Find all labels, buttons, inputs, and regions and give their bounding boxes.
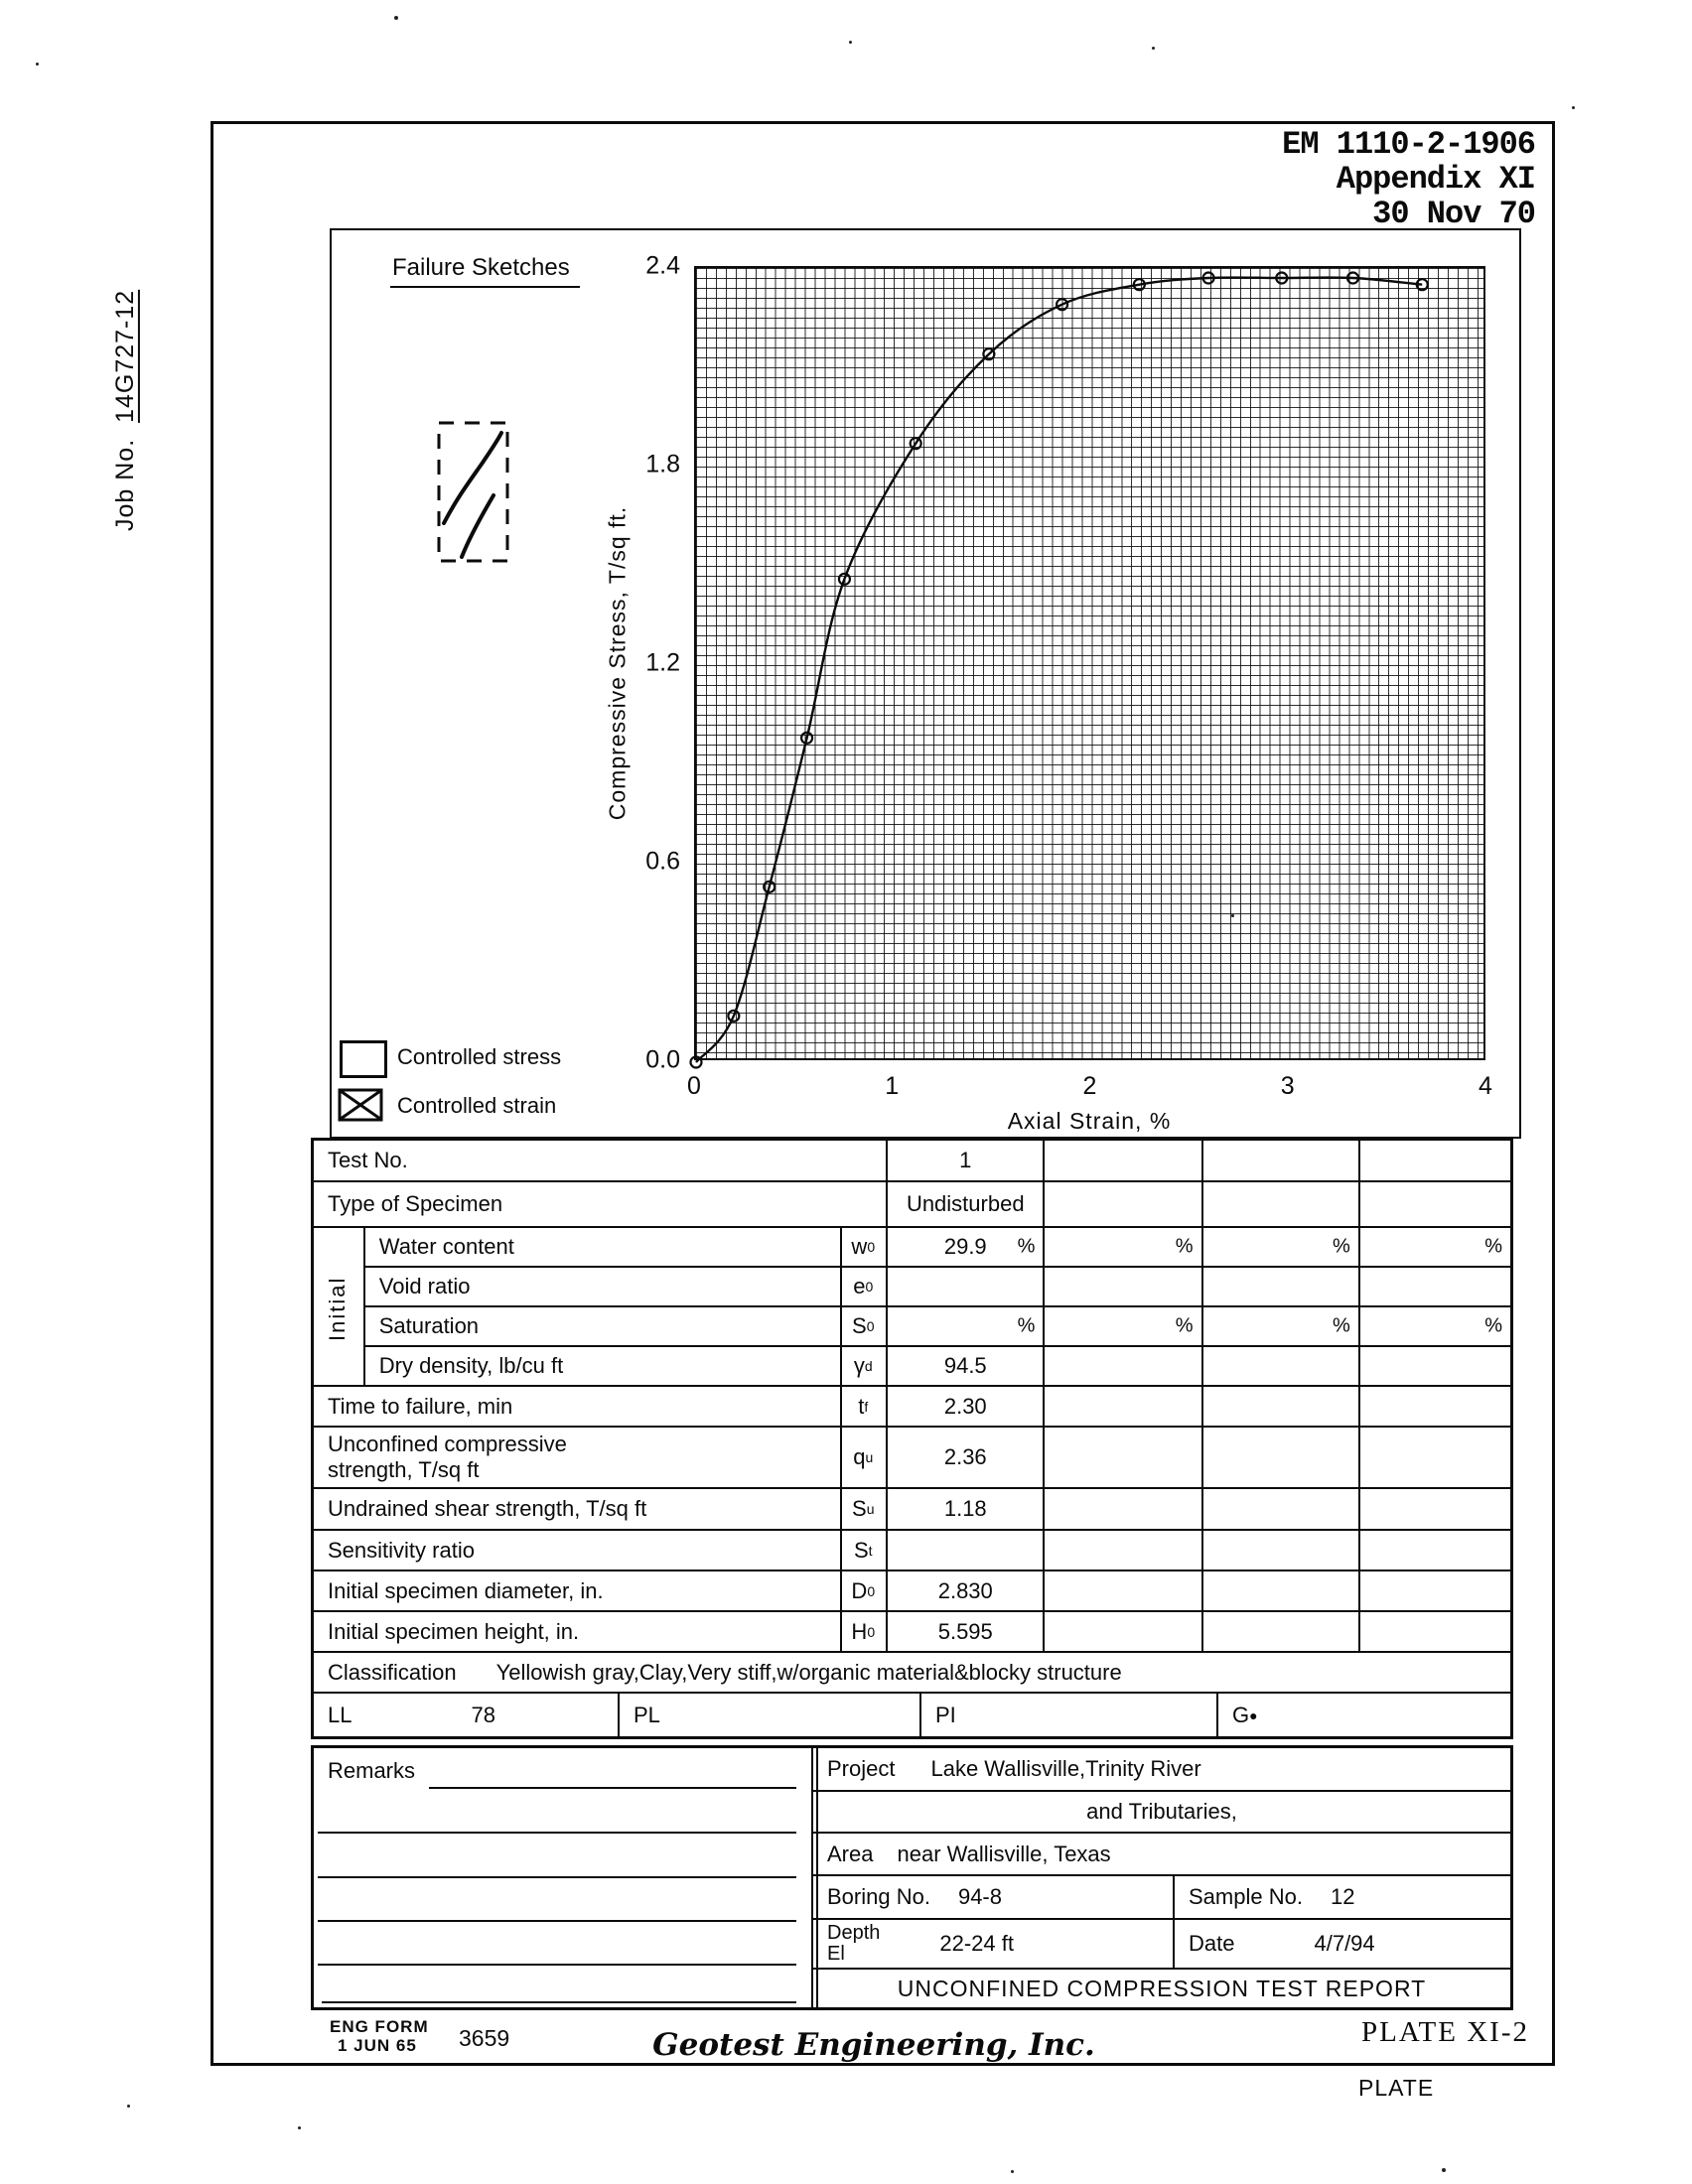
scan-speck (298, 2126, 301, 2129)
symbol-cell: e 0 (842, 1268, 888, 1307)
remarks-line (429, 1787, 796, 1789)
x-axis-title: Axial Strain, % (1007, 1108, 1172, 1134)
header-date: 30 Nov 70 (1372, 196, 1535, 232)
y-tick-label: 0.6 (645, 847, 680, 876)
controlled-stress-label: Controlled stress (397, 1044, 562, 1069)
value-cell (1045, 1531, 1202, 1571)
header-appendix: Appendix XI (1336, 161, 1535, 198)
symbol-cell: S u (842, 1489, 888, 1531)
value-cell (1203, 1387, 1360, 1428)
scan-speck (1442, 2168, 1446, 2172)
classification-value: Yellowish gray,Clay,Very stiff,w/organic material&blocky structure (495, 1659, 1122, 1685)
classification-label: Classification (328, 1659, 457, 1685)
symbol-cell: S t (842, 1531, 888, 1571)
header-manual-number: EM 1110-2-1906 (1282, 126, 1535, 163)
remarks-label: Remarks (328, 1758, 416, 1783)
table-row-test-no (314, 1141, 1510, 1182)
value-cell: % (1045, 1307, 1202, 1347)
project-box (813, 1748, 1510, 2007)
value-cell: % (1203, 1228, 1360, 1268)
boring-sample-row (813, 1876, 1510, 1920)
document-header (1282, 127, 1535, 231)
table-row-height (314, 1612, 1510, 1653)
row-label: Time to failure, min (314, 1387, 842, 1428)
company-name: Geotest Engineering, Inc. (616, 2027, 1132, 2063)
value-cell (1360, 1428, 1510, 1489)
symbol-cell: γ d (842, 1347, 888, 1387)
value-cell (1203, 1489, 1360, 1531)
value-cell (1203, 1612, 1360, 1653)
scan-speck (1231, 914, 1234, 917)
value-cell: % (1360, 1307, 1510, 1347)
value-cell (1360, 1182, 1510, 1228)
value-cell (1045, 1428, 1202, 1489)
table-row-saturation (314, 1307, 1510, 1347)
depth-date-row (813, 1920, 1510, 1970)
value-cell (1203, 1182, 1360, 1228)
y-axis-title: Compressive Stress, T/sq ft. (604, 505, 631, 821)
value-cell (1203, 1141, 1360, 1182)
value-cell: 2.830 (888, 1571, 1045, 1612)
y-tick-label: 2.4 (645, 251, 680, 280)
controlled-strain-label: Controlled strain (397, 1093, 557, 1118)
remarks-line (318, 1832, 796, 1834)
scan-speck (394, 16, 398, 20)
value-cell (1203, 1347, 1360, 1387)
x-tick-label: 1 (885, 1072, 900, 1100)
initial-group-label: Initial (325, 1276, 350, 1341)
remarks-line (318, 1876, 796, 1878)
value-cell (888, 1531, 1045, 1571)
project-label: Project (827, 1756, 896, 1781)
job-number-label: Job No. (111, 438, 139, 531)
value-cell (1045, 1268, 1202, 1307)
table-row-classification (314, 1653, 1510, 1694)
value-cell: % (1360, 1228, 1510, 1268)
value-cell (1045, 1347, 1202, 1387)
value-cell: % (1045, 1228, 1202, 1268)
value-cell (1203, 1571, 1360, 1612)
table-row-dry-density (314, 1347, 1510, 1387)
value-cell (1045, 1489, 1202, 1531)
value-cell: 1.18 (888, 1489, 1045, 1531)
symbol-cell: q u (842, 1428, 888, 1489)
depth-cell: Depth El 22-24 ft (813, 1920, 1175, 1968)
remarks-line (318, 1920, 796, 1922)
table-row-undrained-strength (314, 1489, 1510, 1531)
area-row (813, 1834, 1510, 1876)
plate-label: PLATE (1358, 2075, 1435, 2101)
row-label: Initial specimen diameter, in. (314, 1571, 842, 1612)
value-cell (1203, 1428, 1360, 1489)
report-title: UNCONFINED COMPRESSION TEST REPORT (897, 1975, 1427, 2001)
remarks-line (322, 2001, 796, 2003)
pl-cell: PL (620, 1694, 921, 1736)
eng-form-block: ENG FORM 1 JUN 65 (330, 2017, 429, 2055)
project-value-2: and Tributaries, (1086, 1799, 1237, 1824)
table-row-void-ratio (314, 1268, 1510, 1307)
row-label: Type of Specimen (314, 1182, 888, 1228)
project-row-2 (813, 1792, 1510, 1834)
symbol-cell: S 0 (842, 1307, 888, 1347)
project-value: Lake Wallisville,Trinity River (930, 1756, 1201, 1781)
value-cell (1045, 1387, 1202, 1428)
scan-speck (127, 2105, 130, 2108)
value-cell: 29.9 % (888, 1228, 1045, 1268)
scan-speck (849, 41, 852, 44)
value-cell: 5.595 (888, 1612, 1045, 1653)
row-label: Saturation (365, 1307, 843, 1347)
scan-speck (36, 63, 39, 66)
value-cell (1360, 1141, 1510, 1182)
stress-strain-curve (696, 268, 1487, 1062)
value-cell (1360, 1612, 1510, 1653)
y-tick-label: 1.2 (645, 648, 680, 677)
x-tick-label: 3 (1280, 1072, 1295, 1100)
table-row-sensitivity (314, 1531, 1510, 1571)
classification-cell (314, 1653, 1510, 1694)
plate-reference: PLATE XI-2 (1360, 2016, 1529, 2048)
double-divider-line (816, 1745, 818, 2010)
remarks-line (318, 1964, 796, 1966)
controlled-stress-checkbox-icon (340, 1040, 387, 1078)
row-label: Sensitivity ratio (314, 1531, 842, 1571)
scan-speck (1152, 47, 1155, 50)
test-results-table (311, 1138, 1513, 1739)
x-tick-label: 4 (1479, 1072, 1492, 1100)
value-cell (1045, 1612, 1202, 1653)
pi-cell: PI (921, 1694, 1218, 1736)
row-label: Void ratio (365, 1268, 843, 1307)
sample-cell: Sample No. 12 (1189, 1884, 1355, 1909)
table-row-specimen-type (314, 1182, 1510, 1228)
job-number-value: 14G727-12 (111, 289, 139, 423)
area-label: Area (827, 1841, 874, 1866)
gs-cell: G ● (1232, 1702, 1258, 1727)
symbol-cell: w 0 (842, 1228, 888, 1268)
value-cell (1360, 1387, 1510, 1428)
table-row-time-to-failure (314, 1387, 1510, 1428)
table-row-unconfined-strength (314, 1428, 1510, 1489)
row-label: Water content (365, 1228, 843, 1268)
value-cell: 94.5 (888, 1347, 1045, 1387)
y-tick-label: 1.8 (645, 450, 680, 478)
value-cell: 2.36 (888, 1428, 1045, 1489)
value-cell (1045, 1141, 1202, 1182)
row-label: Undrained shear strength, T/sq ft (314, 1489, 842, 1531)
failure-sketches-title: Failure Sketches (390, 254, 580, 288)
y-tick-label: 0.0 (645, 1045, 680, 1074)
row-label: Initial specimen height, in. (314, 1612, 842, 1653)
area-value: near Wallisville, Texas (897, 1841, 1111, 1866)
value-cell (1045, 1571, 1202, 1612)
x-tick-label: 0 (687, 1072, 701, 1100)
scan-speck (1011, 2170, 1014, 2173)
report-title-row (813, 1970, 1510, 2007)
value-cell (1203, 1268, 1360, 1307)
value-cell (888, 1268, 1045, 1307)
row-label: Dry density, lb/cu ft (365, 1347, 843, 1387)
value-cell: Undisturbed (888, 1182, 1045, 1228)
row-label: Unconfined compressive strength, T/sq ft (314, 1428, 842, 1489)
controlled-strain-checkbox-icon (338, 1088, 383, 1122)
symbol-cell: H 0 (842, 1612, 888, 1653)
table-row-water-content (314, 1228, 1510, 1268)
table-row-atterberg (314, 1694, 1510, 1736)
value-cell: % (1203, 1307, 1360, 1347)
value-cell: 1 (888, 1141, 1045, 1182)
value-cell (1203, 1531, 1360, 1571)
value-cell: % (888, 1307, 1045, 1347)
job-number (111, 223, 140, 531)
value-cell (1360, 1571, 1510, 1612)
form-number: 3659 (459, 2025, 510, 2051)
x-tick-label: 2 (1082, 1072, 1097, 1100)
boring-cell: Boring No. 94-8 (813, 1876, 1175, 1918)
value-cell (1360, 1268, 1510, 1307)
symbol-cell: D 0 (842, 1571, 888, 1612)
project-row (813, 1748, 1510, 1792)
scan-speck (1572, 106, 1575, 109)
symbol-cell: t f (842, 1387, 888, 1428)
table-row-diameter (314, 1571, 1510, 1612)
value-cell (1360, 1531, 1510, 1571)
date-cell: Date 4/7/94 (1189, 1931, 1375, 1956)
failure-sketch (437, 421, 509, 568)
row-label: Test No. (314, 1141, 888, 1182)
value-cell (1360, 1347, 1510, 1387)
value-cell: 2.30 (888, 1387, 1045, 1428)
value-cell (1360, 1489, 1510, 1531)
chart-plot (694, 266, 1485, 1060)
failure-sketch-icon (437, 421, 509, 563)
ll-cell: LL 78 (314, 1694, 620, 1736)
value-cell (1045, 1182, 1202, 1228)
